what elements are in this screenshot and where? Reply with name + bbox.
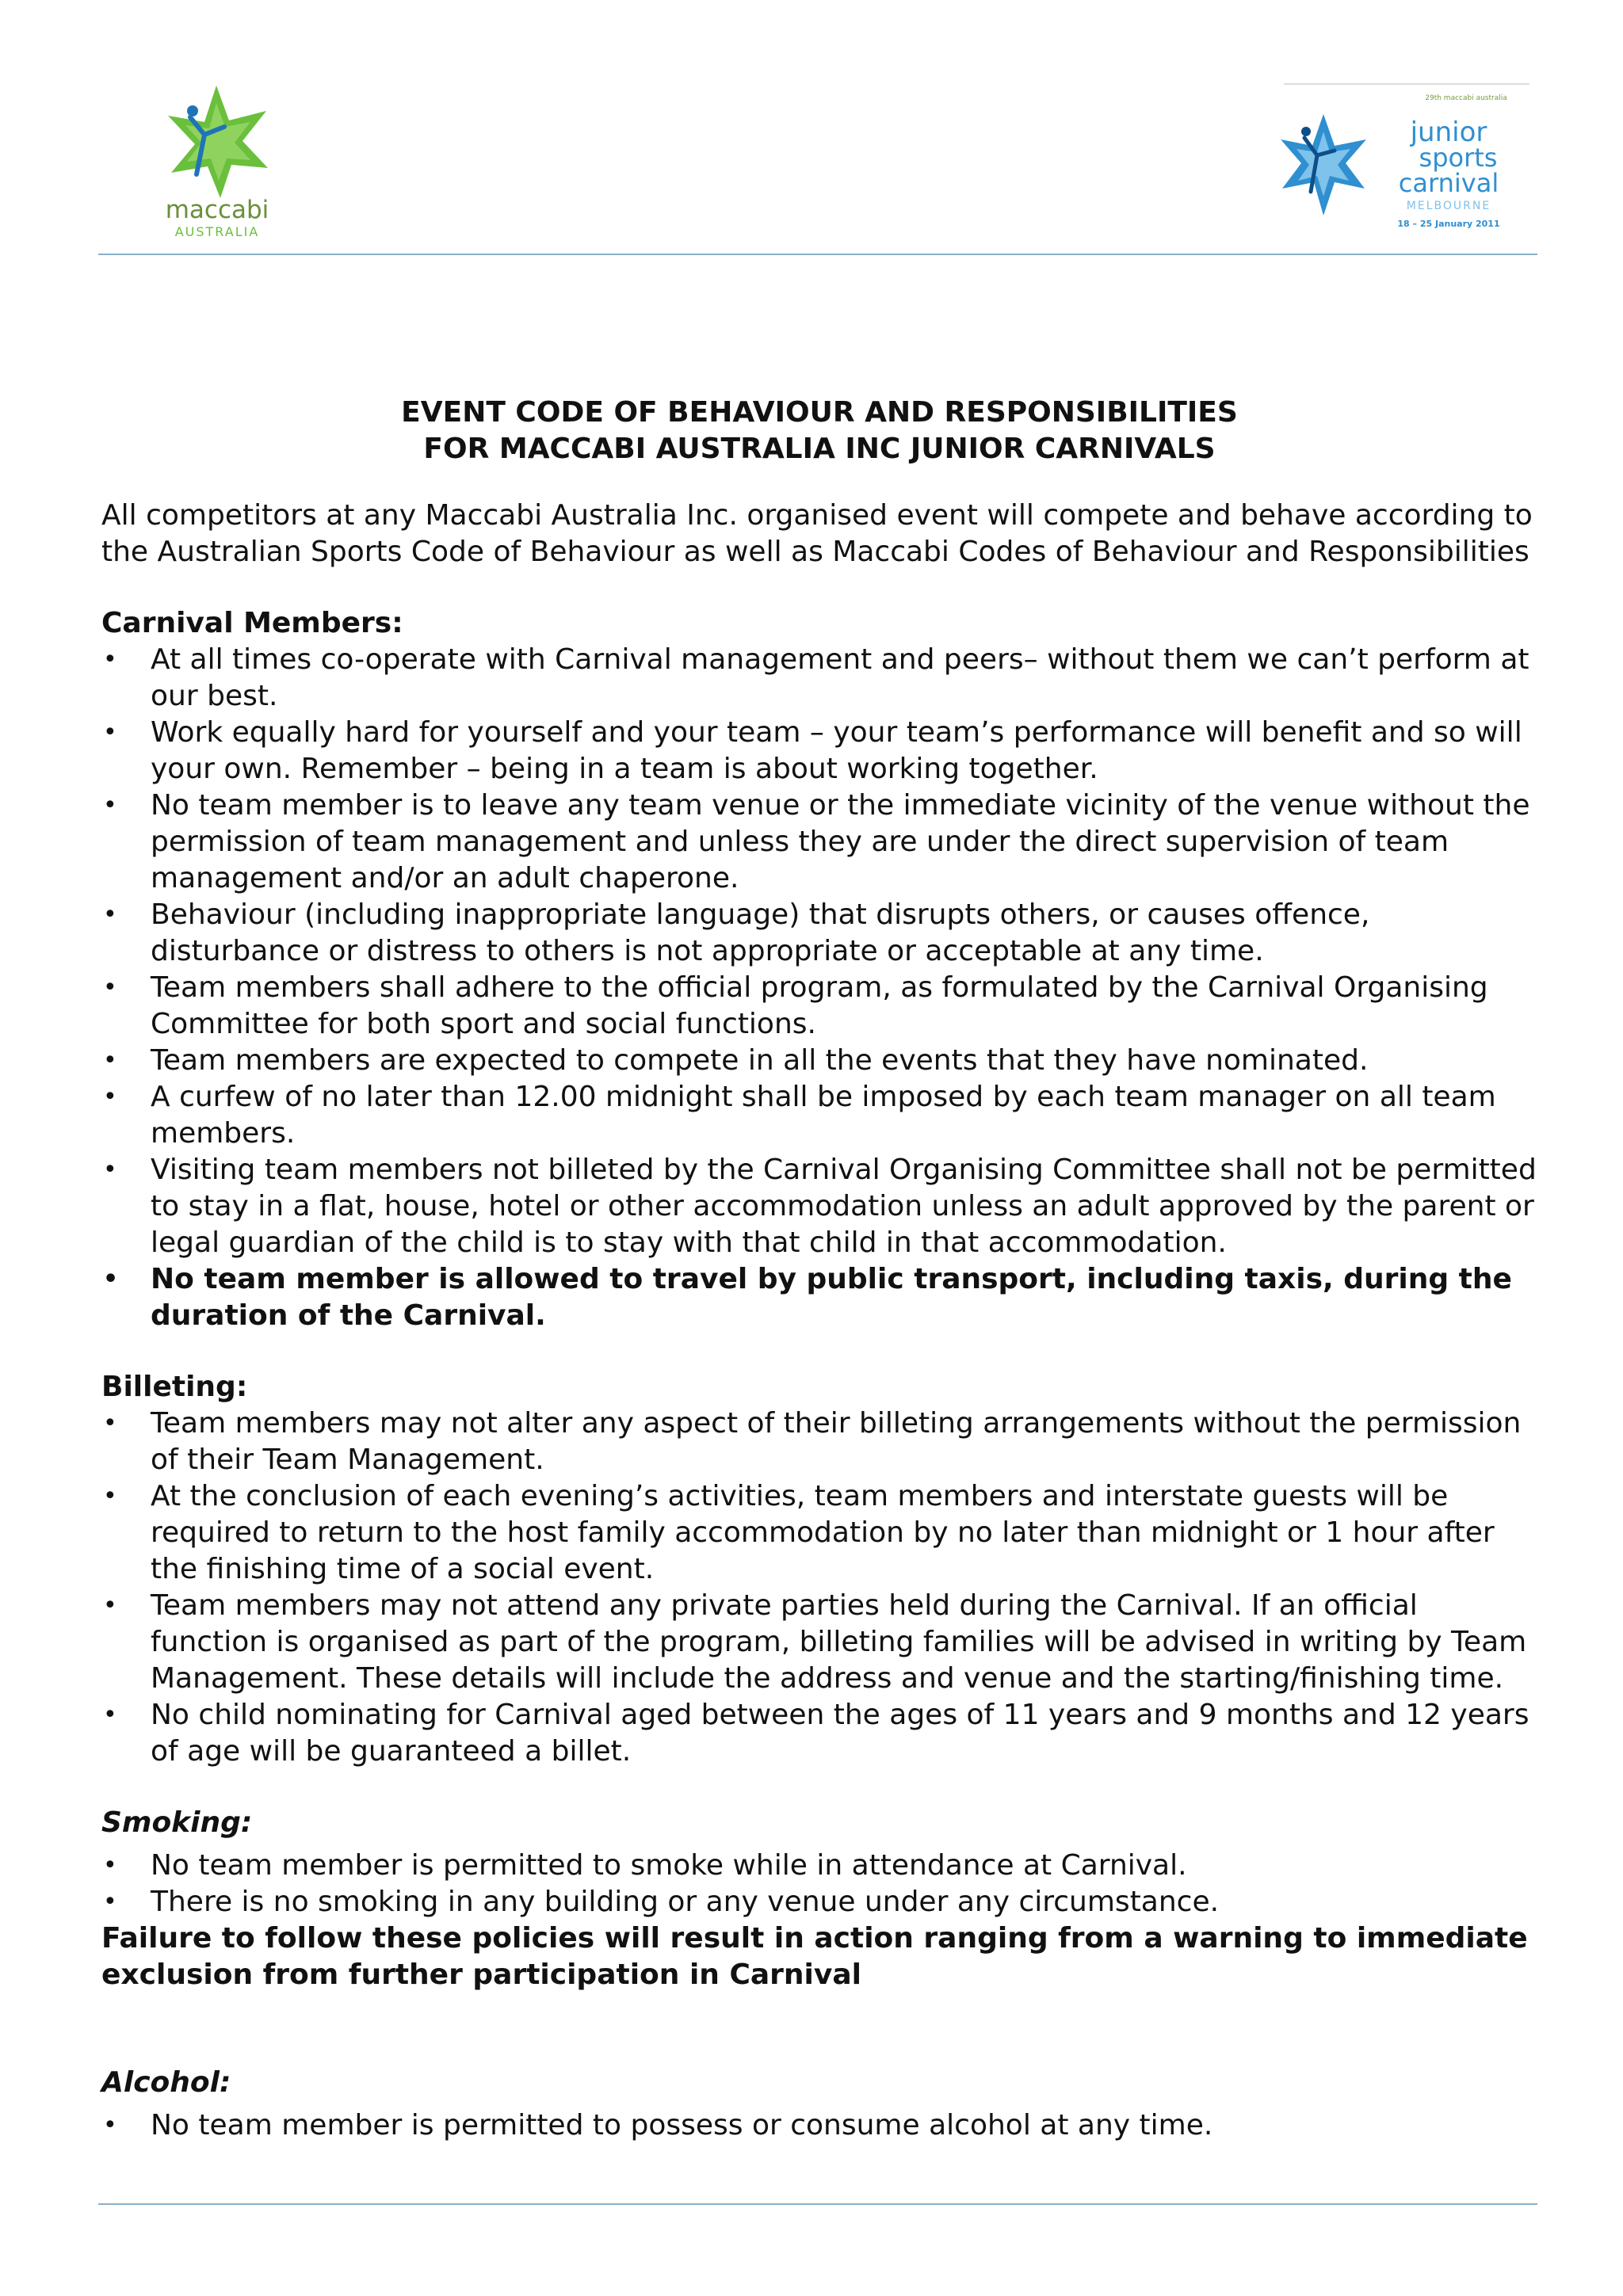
title-line-1: EVENT CODE OF BEHAVIOUR AND RESPONSIBILITIES	[401, 396, 1238, 429]
carnival-members-list	[101, 642, 1537, 1334]
carnival-logo-junior: junior	[1410, 116, 1487, 148]
billeting-list	[101, 1405, 1537, 1770]
intro-paragraph: All competitors at any Maccabi Australia Inc. organised event will compete and behave according to the Australian Sports Code of Behaviour as well as Maccabi Codes of Behaviour and Responsibilities	[101, 499, 1533, 568]
carnival-star-icon	[1268, 82, 1529, 249]
header-divider	[98, 254, 1537, 255]
smoking-list	[101, 1848, 1537, 1920]
policy-warning: Failure to follow these policies will result in action ranging from a warning to immediate exclusion from further participation in Carnival	[101, 1922, 1528, 1991]
list-item: • Behaviour (including inappropriate language) that disrupts others, or causes offence, disturbance or distress to others is not appropriate or acceptable at any time.	[101, 897, 1537, 970]
maccabi-logo-subtext: AUSTRALIA	[174, 224, 260, 239]
document-body	[101, 395, 1537, 2144]
junior-sports-carnival-logo	[1268, 82, 1529, 249]
billeting-heading: Billeting:	[101, 1371, 248, 1403]
carnival-members-heading: Carnival Members:	[101, 607, 403, 639]
maccabi-logo-text: maccabi	[165, 196, 269, 224]
list-item: • At all times co-operate with Carnival management and peers– without them we can’t perform at our best.	[101, 642, 1537, 715]
footer-divider	[98, 2203, 1537, 2205]
list-item: • No child nominating for Carnival aged between the ages of 11 years and 9 months and 12 years of age will be guaranteed a billet.	[101, 1697, 1537, 1770]
list-item: • At the conclusion of each evening’s activities, team members and interstate guests will be required to return to the host family accommodation by no later than midnight or 1 hour after the finishing time of a social event.	[101, 1478, 1537, 1588]
carnival-logo-carnival: carnival	[1398, 168, 1499, 198]
list-item: • Team members may not attend any private parties held during the Carnival. If an official function is organised as part of the program, billeting families will be advised in writing by Team Management. These details will include the address and venue and the starting/finishing time.	[101, 1588, 1537, 1697]
list-item: • A curfew of no later than 12.00 midnight shall be imposed by each team manager on all team members.	[101, 1079, 1537, 1152]
alcohol-list	[101, 2107, 1537, 2144]
list-item: • No team member is permitted to smoke while in attendance at Carnival.	[101, 1848, 1537, 1884]
list-item: • Visiting team members not billeted by the Carnival Organising Committee shall not be permitted to stay in a flat, house, hotel or other accommodation unless an adult approved by the parent or legal guardian of the child is to stay with that child in that accommodation.	[101, 1152, 1537, 1261]
carnival-logo-sports: sports	[1419, 143, 1498, 173]
title-line-2: FOR MACCABI AUSTRALIA INC JUNIOR CARNIVALS	[423, 433, 1216, 465]
list-item: • Work equally hard for yourself and your team – your team’s performance will benefit and so will your own. Remember – being in a team is about working together.	[101, 715, 1537, 788]
carnival-logo-dates: 18 – 25 January 2011	[1397, 219, 1500, 229]
alcohol-heading: Alcohol:	[101, 2066, 231, 2099]
carnival-logo-city: MELBOURNE	[1406, 200, 1491, 212]
smoking-heading: Smoking:	[101, 1806, 253, 1839]
list-item: • There is no smoking in any building or any venue under any circumstance.	[101, 1884, 1537, 1920]
list-item: • Team members may not alter any aspect of their billeting arrangements without the permission of their Team Management.	[101, 1405, 1537, 1478]
list-item-public-transport: • No team member is allowed to travel by public transport, including taxis, during the duration of the Carnival.	[101, 1261, 1537, 1334]
carnival-logo-topline: 29th maccabi australia	[1425, 94, 1507, 102]
list-item: • Team members shall adhere to the official program, as formulated by the Carnival Organising Committee for both sport and social functions.	[101, 970, 1537, 1043]
document-title	[101, 395, 1537, 467]
maccabi-australia-logo	[149, 79, 284, 242]
list-item: • No team member is to leave any team venue or the immediate vicinity of the venue without the permission of team management and unless they are under the direct supervision of team management and/or an adult chaperone.	[101, 788, 1537, 897]
maccabi-star-icon	[149, 79, 284, 242]
list-item: • Team members are expected to compete in all the events that they have nominated.	[101, 1043, 1537, 1079]
list-item: • No team member is permitted to possess or consume alcohol at any time.	[101, 2107, 1537, 2144]
